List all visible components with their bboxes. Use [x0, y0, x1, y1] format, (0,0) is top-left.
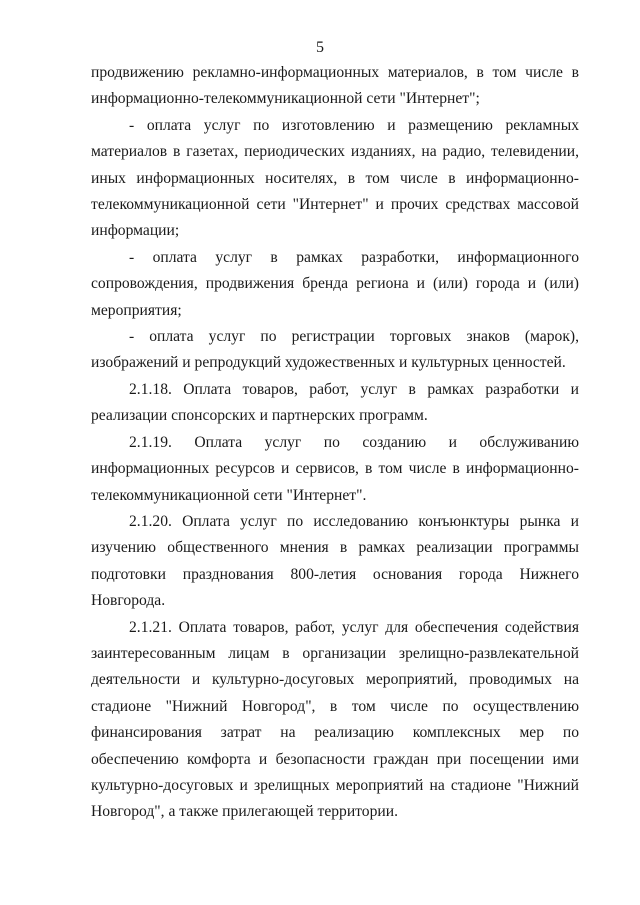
paragraph-continuation: продвижению рекламно-информационных материалов, в том числе в информационно-телекоммуникационной сети "Интернет";	[91, 64, 579, 108]
paragraph-advertising-placement: - оплата услуг по изготовлению и размещению рекламных материалов в газетах, периодических изданиях, на радио, телевидении, иных информационных носителях, в том числе в информационно-телекоммуникационной сети "Интернет" и прочих средствах массовой информации;	[91, 116, 579, 240]
paragraph-trademark-registration: - оплата услуг по регистрации торговых знаков (марок), изображений и репродукций художественных и культурных ценностей.	[91, 328, 579, 372]
paragraph-2-1-18: 2.1.18. Оплата товаров, работ, услуг в рамках разработки и реализации спонсорских и партнерских программ.	[91, 380, 579, 425]
paragraph-2-1-20: 2.1.20. Оплата услуг по исследованию конъюнктуры рынка и изучению общественного мнения в рамках реализации программы подготовки празднования 800-летия основания города Нижнего Новгорода.	[91, 512, 579, 610]
document-body	[91, 60, 579, 826]
page-number: 5	[316, 39, 324, 56]
paragraph-2-1-21: 2.1.21. Оплата товаров, работ, услуг для обеспечения содействия заинтересованным лицам в организации зрелищно-развлекательной деятельности и культурно-досуговых мероприятий, проводимых на стадионе "Нижний Новгород", в том числе по осуществлению финансирования затрат на реализацию комплексных мер по обеспечению комфорта и безопасности граждан при посещении ими культурно-досуговых и зрелищных мероприятий на стадионе "Нижний Новгород", а также прилегающей территории.	[91, 618, 579, 821]
paragraph-2-1-19: 2.1.19. Оплата услуг по созданию и обслуживанию информационных ресурсов и сервисов, в том числе в информационно-телекоммуникационной сети "Интернет".	[91, 433, 579, 504]
paragraph-brand-development: - оплата услуг в рамках разработки, информационного сопровождения, продвижения бренда региона и (или) города и (или) мероприятия;	[91, 248, 579, 319]
